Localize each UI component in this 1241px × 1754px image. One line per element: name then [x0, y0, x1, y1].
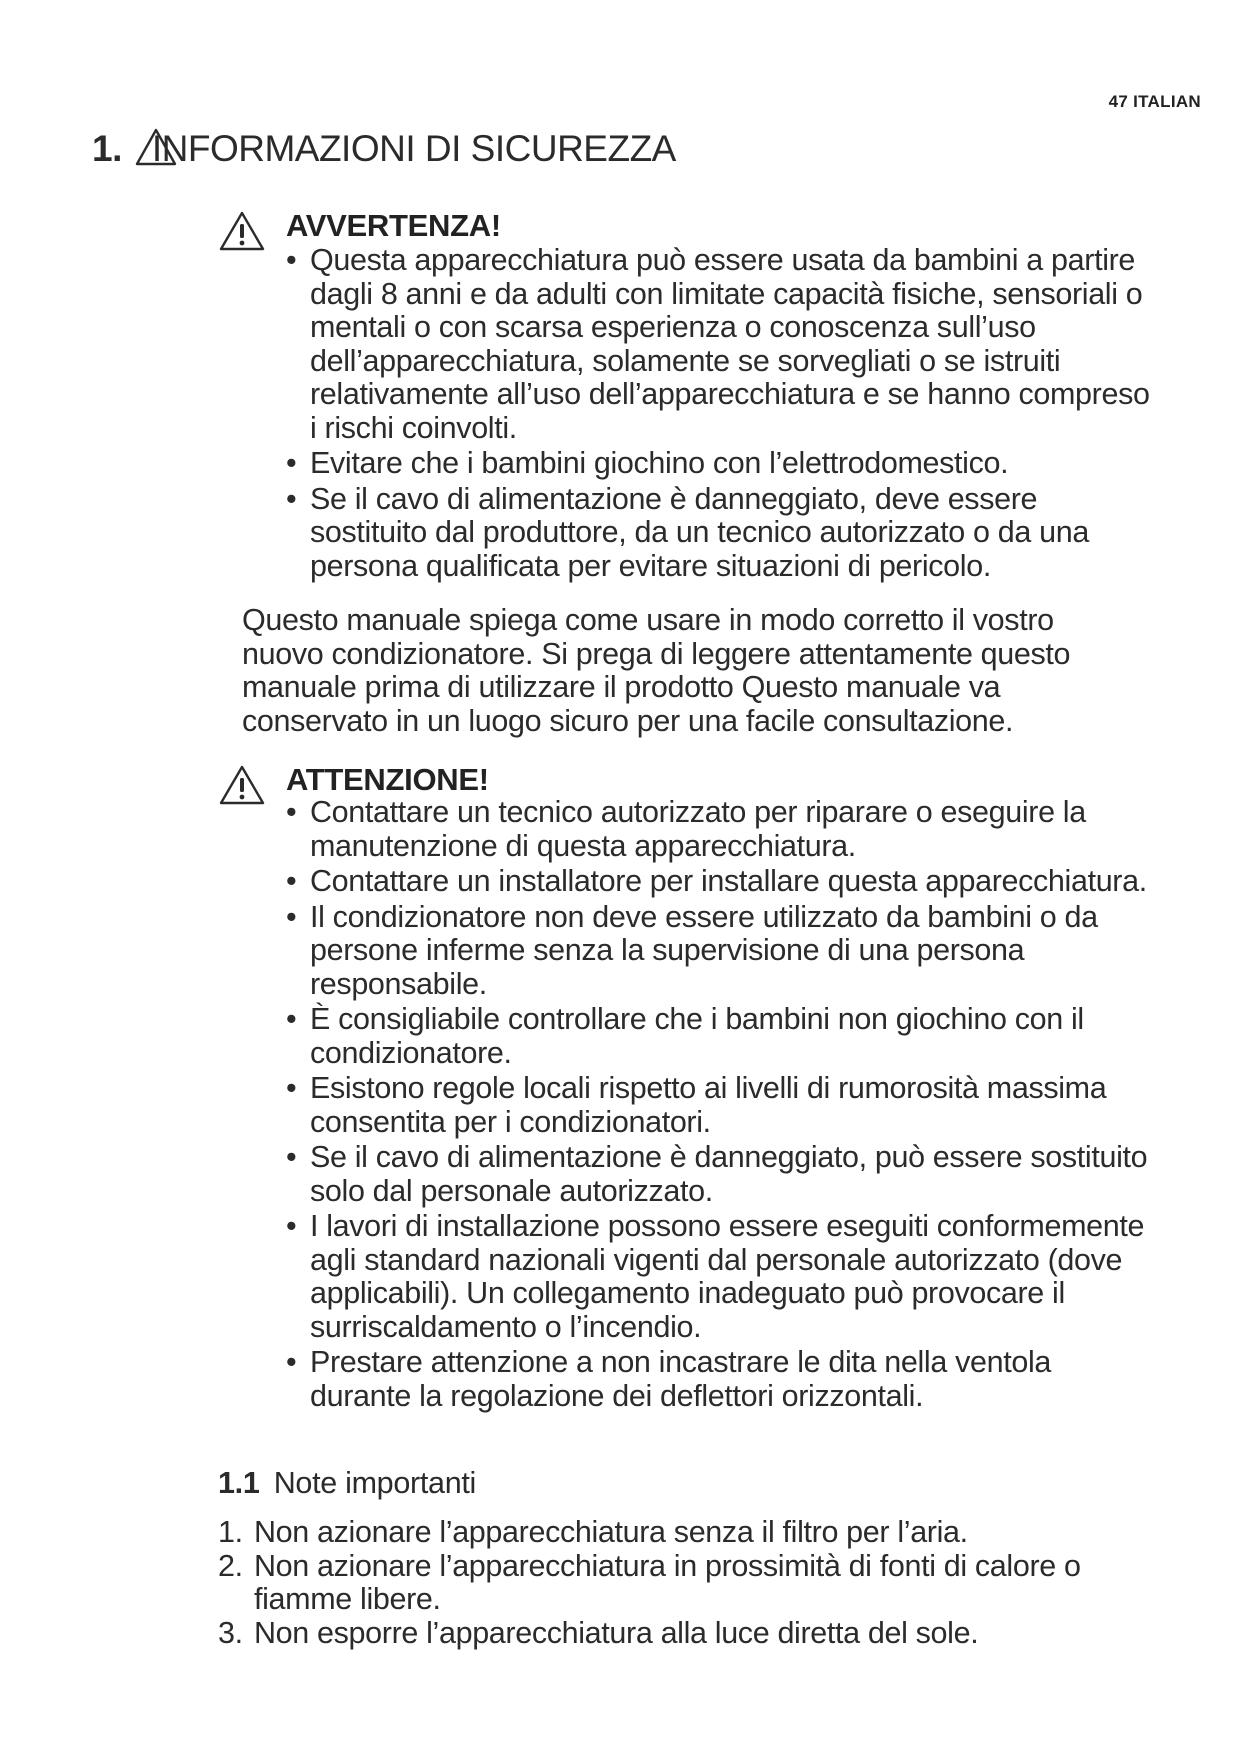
warning-list — [286, 244, 1156, 585]
bullet: • — [286, 899, 297, 934]
list-item-text: Prestare attenzione a non incastrare le dita nella ventola durante la regolazione dei deflettori orizzontali. — [310, 1345, 1051, 1413]
list-item-text: Se il cavo di alimentazione è danneggiato, deve essere sostituito dal produttore, da un tecnico autorizzato o da una persona qualificata per evitare situazioni di pericolo. — [310, 481, 1089, 583]
list-item-text: Contattare un tecnico autorizzato per riparare o eseguire la manutenzione di questa apparecchiatura. — [310, 795, 1086, 863]
list-item — [218, 1516, 1118, 1550]
list-item — [218, 1550, 1118, 1617]
list-item-text: Non azionare l’apparecchiatura in prossimità di fonti di calore o fiamme libere. — [254, 1548, 1081, 1616]
intro-paragraph: Questo manuale spiega come usare in modo corretto il vostro nuovo condizionatore. Si prega di leggere attentamente questo manuale prima di utilizzare il prodotto Questo manuale va conservato in un luogo sicuro per una facile consultazione. — [242, 603, 1071, 738]
warning-triangle-icon — [218, 764, 266, 806]
list-item — [286, 1141, 1156, 1208]
subsection-number: 1.1 — [218, 1466, 260, 1500]
list-item-text: Questa apparecchiatura può essere usata da bambini a partire dagli 8 anni e da adulti con limitate capacità fisiche, sensoriali o mentali o con scarsa esperienza o conoscenza sull’uso dell’apparecchiatura, solamente se sorvegliati o se istruiti relativamente all’uso dell’apparecchiatura e se hanno compreso i rischi coinvolti. — [310, 243, 1150, 445]
list-item-text: Se il cavo di alimentazione è danneggiato, può essere sostituito solo dal personale autorizzato. — [310, 1140, 1148, 1208]
list-item — [218, 1617, 1118, 1651]
item-number: 2. — [218, 1548, 243, 1583]
section-title — [92, 128, 676, 170]
list-item — [286, 1210, 1156, 1344]
list-item-text: Contattare un installatore per installare questa apparecchiatura. — [310, 864, 1147, 898]
page-header: 47 ITALIAN — [1108, 92, 1201, 111]
list-item — [286, 244, 1156, 445]
bullet: • — [286, 1071, 297, 1105]
caution-list — [286, 796, 1156, 1415]
caution-heading: ATTENZIONE! — [286, 762, 489, 797]
bullet: • — [286, 481, 297, 516]
bullet: • — [286, 446, 297, 480]
section-number: 1. — [92, 128, 122, 169]
subsection-title — [218, 1466, 476, 1501]
list-item-text: Il condizionatore non deve essere utilizzato da bambini o da persone inferme senza la supervisione di una persona responsabile. — [310, 899, 1098, 1001]
subsection-title-text: Note importanti — [273, 1466, 477, 1500]
list-item — [286, 796, 1156, 863]
bullet: • — [286, 1002, 297, 1036]
list-item-text: Non esporre l’apparecchiatura alla luce diretta del sole. — [254, 1615, 979, 1650]
list-item — [286, 901, 1156, 1002]
bullet: • — [286, 1140, 297, 1174]
list-item — [286, 1003, 1156, 1070]
list-item-text: È consigliabile controllare che i bambini non giochino con il condizionatore. — [310, 1002, 1084, 1070]
list-item-text: Non azionare l’apparecchiatura senza il filtro per l’aria. — [254, 1515, 968, 1549]
bullet: • — [286, 1345, 297, 1379]
item-number: 3. — [218, 1615, 243, 1650]
list-item-text: Evitare che i bambini giochino con l’elettrodomestico. — [310, 446, 1009, 480]
important-notes-list — [218, 1516, 1118, 1650]
list-item — [286, 447, 1156, 481]
section-title-text: INFORMAZIONI DI SICUREZZA — [151, 128, 676, 169]
warning-triangle-icon — [218, 210, 266, 252]
list-item — [286, 1346, 1156, 1413]
item-number: 1. — [218, 1515, 243, 1549]
bullet: • — [286, 1209, 297, 1243]
list-item-text: Esistono regole locali rispetto ai livelli di rumorosità massima consentita per i condizionatori. — [310, 1071, 1107, 1139]
list-item-text: I lavori di installazione possono essere eseguiti conformemente agli standard nazionali vigenti dal personale autorizzato (dove applicabili). Un collegamento inadeguato può provocare il surriscaldamento o l’incendio. — [310, 1209, 1145, 1344]
bullet: • — [286, 243, 297, 277]
bullet: • — [286, 864, 297, 898]
list-item — [286, 865, 1156, 899]
list-item — [286, 1072, 1156, 1139]
list-item — [286, 483, 1156, 584]
bullet: • — [286, 795, 297, 829]
warning-heading: AVVERTENZA! — [286, 208, 501, 243]
